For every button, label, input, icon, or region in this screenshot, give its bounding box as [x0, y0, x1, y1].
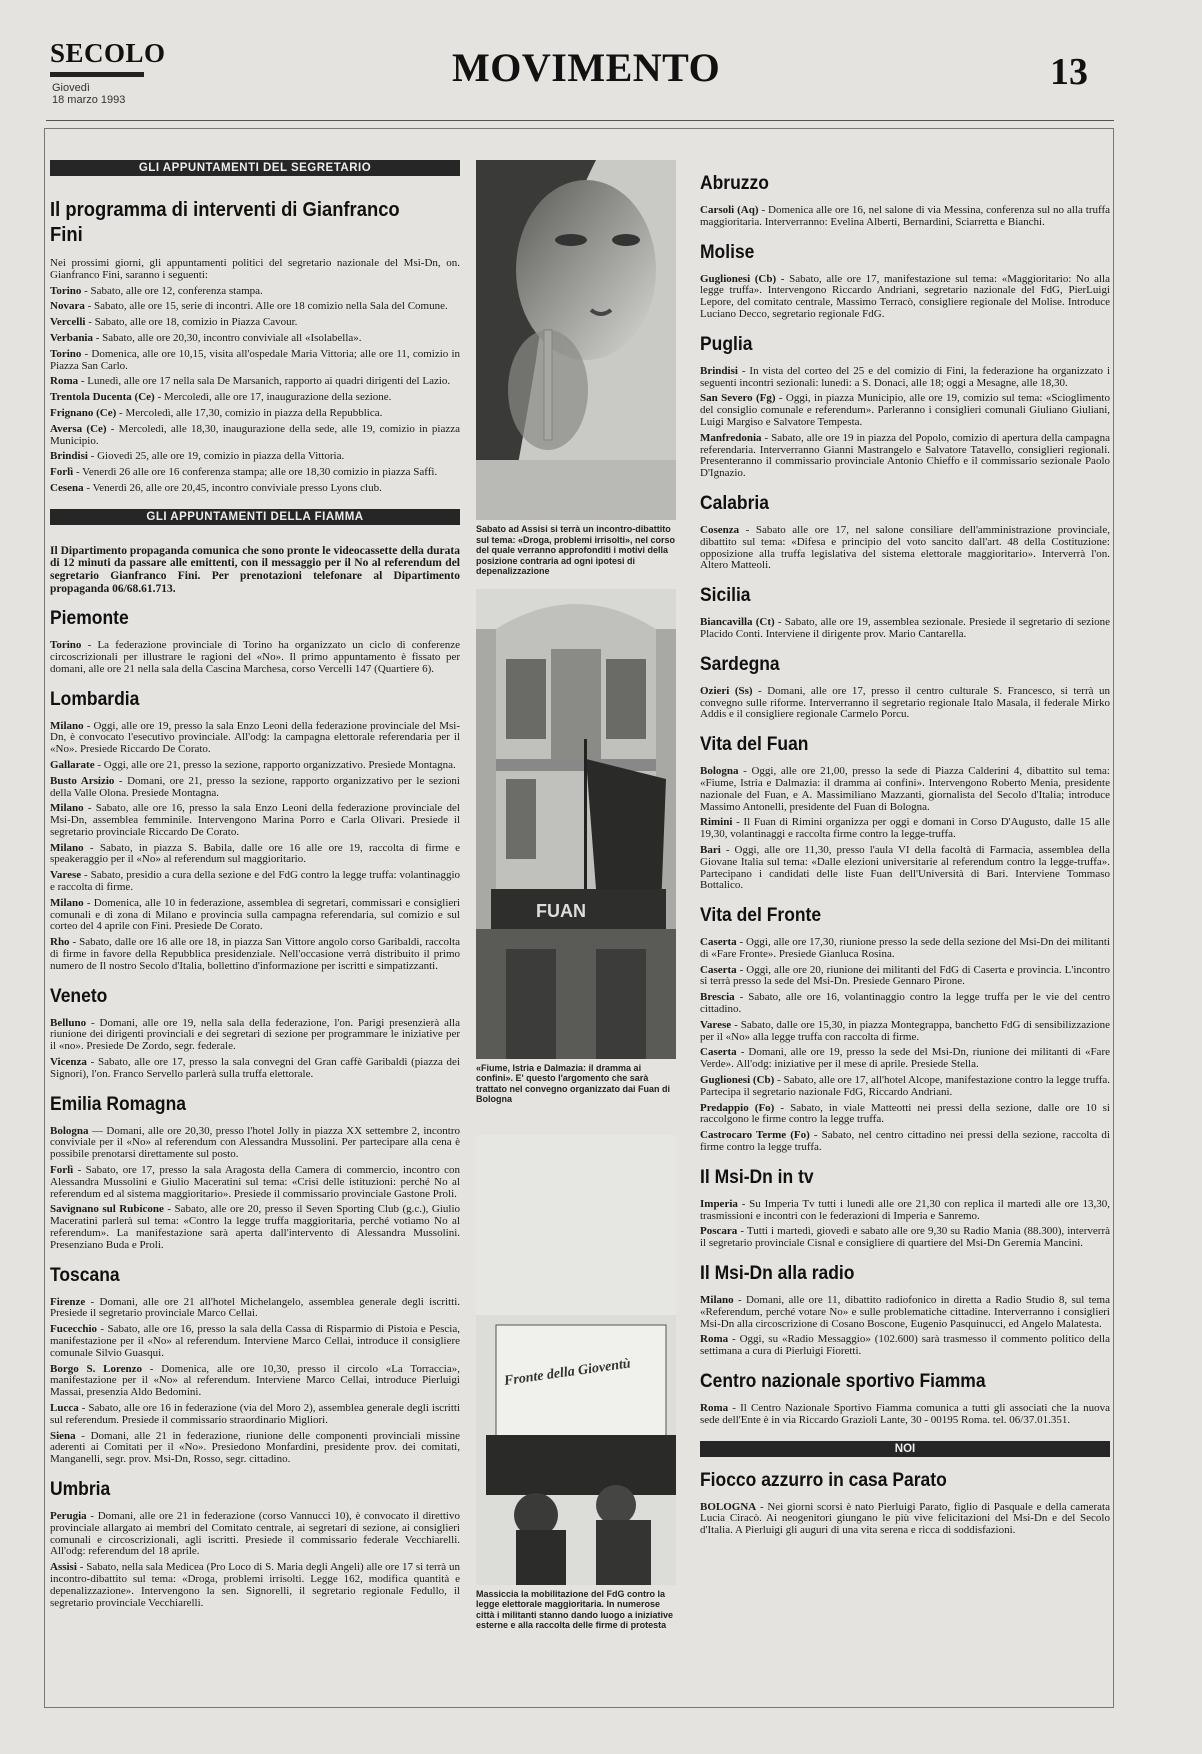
- left-regional-sections: [50, 607, 460, 1609]
- appointment-entry: [700, 1403, 1110, 1427]
- entry-text: - Domani, alle ore 19, nella sala della federazione, l'on. Parigi presenzierà alla riunione dei dirigenti provinciali e dei segretari di sezione per programmare le iniziative per il «no». Presiede De Zordo, segr. federale.: [50, 1016, 460, 1053]
- place-name: Milano: [50, 719, 84, 732]
- place-name: Lucca: [50, 1401, 79, 1414]
- place-name: Caserta: [700, 936, 737, 949]
- place-name: Forlì: [50, 466, 74, 479]
- place-name: Savignano sul Rubicone: [50, 1203, 164, 1216]
- masthead: [50, 32, 1100, 112]
- entry-text: - Sabato, alle ore 19 in piazza del Popolo, comizio di apertura della campagna referendaria. Interverranno Gianni Mastrangelo e Salvatore Tatavello, consiglieri regionali. Presenteranno il commissario provinciale Antonio Chieffo e il commissario sezionale Paolo D'Ignazio.: [700, 431, 1110, 480]
- appointment-entry: [50, 760, 460, 772]
- appointment-entry: [50, 843, 460, 867]
- right-column: [700, 160, 1110, 1541]
- entry-text: - Venerdì 26, alle ore 20,45, incontro conviviale presso Lyons club.: [83, 481, 382, 494]
- fini-appointment: [50, 467, 460, 479]
- entry-text: - Domenica, alle 10 in federazione, assemblea di segretari, commissari e consiglieri comunali e di zona di Milano e provincia sulla campagna referendaria, sul comizio e sul corteo del 4 aprile con Fini. Presiede De Corato.: [50, 896, 460, 933]
- appointment-entry: [700, 965, 1110, 989]
- photo-building-illustration: [476, 589, 676, 1059]
- entry-text: - Sabato, dalle ore 16 alle ore 18, in piazza San Vittore angolo corso Garibaldi, raccolta di firme in favore della Repubblica presidenziale. Nell'occasione verrà distribuito il primo numero de Il nostro Secolo d'Italia, bollettino d'informazione per iscritti e simpatizzanti.: [50, 936, 460, 972]
- place-name: Brindisi: [700, 364, 738, 377]
- appointment-entry: [50, 1057, 460, 1081]
- appointment-entry: [700, 845, 1110, 892]
- entry-text: - Sabato, alle ore 17, presso la sala convegni del Gran caffè Garibaldi (piazza dei Signori), l'on. Franco Servello parlerà sulla truffa elettorale.: [50, 1056, 460, 1080]
- appointment-entry: [700, 393, 1110, 428]
- region-heading: Umbria: [50, 1478, 111, 1500]
- region-heading: Vita del Fuan: [700, 734, 809, 756]
- entry-text: - Giovedì 25, alle ore 19, comizio in piazza della Vittoria.: [87, 450, 345, 463]
- place-name: Siena: [50, 1429, 76, 1442]
- left-column: [50, 160, 460, 1613]
- caption-assisi: Sabato ad Assisi si terrà un incontro-dibattito sul tema: «Droga, problemi irrisolti», nel corso del quale verranno approfonditi i motivi della posizione contraria ad ogni ipotesi di depenalizzazione: [476, 524, 676, 576]
- entry-text: - Oggi, alle ore 17,30, riunione presso la sede della sezione del Msi-Dn dei militanti di «Fare Fronte». Presiede Gianluca Rosina.: [700, 936, 1110, 960]
- issue-date: [52, 82, 125, 106]
- place-name: Milano: [50, 841, 84, 854]
- logo-underline: [50, 72, 144, 77]
- place-name: Guglionesi (Cb): [700, 272, 777, 285]
- appointment-entry: [700, 1295, 1110, 1330]
- appointment-entry: [700, 366, 1110, 390]
- place-name: Borgo S. Lorenzo: [50, 1362, 143, 1375]
- place-name: Trentola Ducenta (Ce): [50, 391, 155, 404]
- entry-text: - Domani, ore 21, presso la sezione, rapporto organizzativo per le sezioni della Valle Olona. Presiede Montagna.: [50, 774, 460, 799]
- place-name: Brindisi: [50, 450, 88, 463]
- appointment-entry: [50, 1511, 460, 1558]
- region-heading: Puglia: [700, 333, 753, 355]
- photo-girl-illustration: [476, 160, 676, 520]
- region-heading: Sicilia: [700, 585, 751, 607]
- appointment-entry: [700, 1047, 1110, 1071]
- entry-text: - Mercoledì, alle ore 17, inaugurazione della sezione.: [154, 391, 392, 404]
- entry-text: - Tutti i martedì, giovedì e sabato alle ore 9,30 su Radio Mania (88.300), interverrà il segretario provinciale Cisnal e consigliere di quartiere del Msi-Dn Geremia Mancini.: [700, 1225, 1110, 1250]
- appointment-entry: [700, 1075, 1110, 1099]
- place-name: Torino: [50, 284, 82, 297]
- place-name: Guglionesi (Cb): [700, 1074, 775, 1087]
- fini-appointment: [50, 286, 460, 298]
- fini-appointment: [50, 451, 460, 463]
- entry-text: - Sabato, alle ore 15, serie di incontri. Alle ore 18 comizio nella Sala del Comune.: [84, 300, 448, 313]
- entry-text: - Sabato, presidio a cura della sezione e del FdG contro la legge truffa: volantinaggio e raccolta di firme.: [50, 869, 460, 894]
- appointment-entry: [700, 992, 1110, 1016]
- entry-text: - Sabato, alle ore 16, presso la sala Enzo Leoni della federazione provinciale del Msi-Dn, assemblea femminile. Intervengono Marina Porro e Carla Olivari. Presiede il segretario provinciale Riccardo De Corato.: [50, 802, 460, 838]
- appointment-entry: [700, 433, 1110, 480]
- place-name: Perugia: [50, 1509, 87, 1522]
- appointment-entry: [50, 776, 460, 800]
- appointment-entry: [50, 1324, 460, 1359]
- appointment-entry: [700, 1020, 1110, 1044]
- entry-text: - Sabato, nel centro cittadino nei pressi della sezione, raccolta di firme contro la legge truffa.: [700, 1129, 1110, 1154]
- place-name: Torino: [50, 347, 82, 360]
- place-name: Torino: [50, 639, 82, 652]
- appointment-entry: [50, 1562, 460, 1609]
- place-name: Roma: [700, 1333, 729, 1346]
- place-name: Cesena: [50, 481, 84, 494]
- entry-text: - Sabato, dalle ore 15,30, in piazza Montegrappa, banchetto FdG di sensibilizzazione per il «No» alla legge truffa con raccolta di firme.: [700, 1018, 1110, 1043]
- appointment-entry: [700, 937, 1110, 961]
- photo-demonstration-illustration: [476, 1135, 676, 1585]
- place-name: Ozieri (Ss): [700, 684, 753, 697]
- region-heading: Il Msi-Dn alla radio: [700, 1263, 855, 1285]
- place-name: Firenze: [50, 1295, 86, 1308]
- fuan-sign-text: FUAN: [536, 900, 586, 921]
- place-name: Novara: [50, 300, 85, 313]
- page-number: 13: [1050, 51, 1088, 93]
- region-heading: Lombardia: [50, 688, 140, 710]
- region-heading: Sardegna: [700, 653, 780, 675]
- place-name: Bari: [700, 843, 721, 856]
- banner-segretario: GLI APPUNTAMENTI DEL SEGRETARIO: [50, 160, 460, 176]
- entry-text: - Oggi, alle ore 11,30, presso l'aula VI della facoltà di Farmacia, assemblea della Giovane Italia sul tema: «Dalle elezioni universitarie al referendum contro la legge-truffa». Partecipano i candidati delle liste Fuan dell'Università di Bari. Interviene Tommaso Bottalico.: [700, 843, 1110, 892]
- place-name: Forlì: [50, 1164, 74, 1177]
- place-name: Imperia: [700, 1197, 738, 1210]
- place-name: Assisi: [50, 1561, 77, 1574]
- entry-text: - Sabato, alle ore 17, manifestazione sul tema: «Maggioritario: No alla legge truffa». Intervengono Riccardo Andriani, segretario nazionale del FdG, PierLuigi Lepore, del comitato centrale, Massimo Terracò, consigliere regionale del Molise. Introduce Luciano Decco, segretario regionale FdG.: [700, 272, 1110, 320]
- place-name: San Severo (Fg): [700, 392, 776, 405]
- appointment-entry: [700, 1334, 1110, 1358]
- newspaper-logo: SECOLO: [50, 38, 166, 68]
- fini-intro: Nei prossimi giorni, gli appuntamenti politici del segretario nazionale del Msi-Dn, on. Gianfranco Fini, saranno i seguenti:: [50, 257, 460, 281]
- place-name: Varese: [50, 869, 82, 882]
- caption-fuan-bologna: «Fiume, Istria e Dalmazia: il dramma ai confini». E' questo l'argomento che sarà trattato nel convegno organizzato dai Fuan di Bologna: [476, 1062, 671, 1104]
- place-name: Caserta: [700, 963, 737, 976]
- place-name: Roma: [700, 1402, 729, 1415]
- section-title: MOVIMENTO: [452, 45, 721, 90]
- region-heading: Centro nazionale sportivo Fiamma: [700, 1371, 986, 1393]
- entry-text: - Lunedì, alle ore 17 nella sala De Marsanich, rapporto ai quadri dirigenti del Lazio.: [78, 375, 451, 388]
- entry-text: - Sabato, in viale Matteotti nei pressi della sezione, dalle ore 10 si raccolgono le firme contro la legge truffa.: [700, 1101, 1110, 1126]
- caption-fdg-mobilitazione: Massiccia la mobilitazione del FdG contro la legge elettorale maggioritaria. In numerose città i militanti stanno dando luogo a iniziative esterne e alla raccolta delle firme di protesta: [476, 1588, 674, 1630]
- appointment-entry: [50, 1126, 460, 1161]
- entry-text: - Venerdì 26 alle ore 16 conferenza stampa; alle ore 18,30 comizio in piazza Saffi.: [73, 466, 438, 479]
- entry-text: - Il Centro Nazionale Sportivo Fiamma comunica a tutti gli associati che la nuova sede dell'Ente è in via Riccardo Grazioli Lante, 30 - 00195 Roma. tel. 06/37.01.351.: [700, 1402, 1110, 1426]
- place-name: Predappio (Fo): [700, 1101, 775, 1114]
- entry-text: - Sabato, alle ore 20,30, incontro conviviale all «Isolabella».: [93, 331, 362, 344]
- place-name: Cosenza: [700, 523, 740, 536]
- date-full: 18 marzo 1993: [52, 94, 126, 106]
- appointment-entry: [700, 1130, 1110, 1154]
- banner-noi: NOI: [700, 1441, 1110, 1457]
- noi-title: Fiocco azzurro in casa Parato: [700, 1469, 947, 1491]
- entry-text: - Sabato, alle ore 16, volantinaggio contro la legge truffa per le vie del centro cittadino.: [700, 991, 1110, 1016]
- entry-text: - Domani, alle ore 21 all'hotel Michelangelo, assemblea generale degli iscritti. Presiede il segretario provinciale Marco Cellai.: [50, 1295, 460, 1320]
- region-heading: Piemonte: [50, 608, 129, 630]
- entry-text: - Il Fuan di Rimini organizza per oggi e domani in Corso D'Augusto, dalle 15 alle 19,30, volantinaggi e raccolta firme contro la legge-truffa.: [700, 816, 1110, 841]
- appointment-entry: [700, 274, 1110, 321]
- entry-text: - Domenica, alle ore 10,15, visita all'ospedale Maria Vittoria; alle ore 11, comizio in Piazza San Carlo.: [50, 347, 460, 372]
- entry-text: - Nei giorni scorsi è nato Pierluigi Parato, figlio di Pasquale e della camerata Lucia Ciracò. Ai neogenitori giungano le più vive felicitazioni del Msi-Dn e del Secolo d'Italia. A Pierluigi gli auguri di una vita serena e ricca di soddisfazioni.: [700, 1500, 1110, 1537]
- entry-text: - Sabato, in piazza S. Babila, dalle ore 16 alle ore 19, raccolta di firme e speakeraggio per il «No» al referendum sul maggioritario.: [50, 841, 460, 866]
- appointment-entry: [50, 1165, 460, 1200]
- appointment-entry: [50, 1364, 460, 1399]
- appointment-entry: [50, 1297, 460, 1321]
- entry-text: - In vista del corteo del 25 e del comizio di Fini, la federazione ha organizzato i seguenti incontri sezionali: lunedì: a S. Donaci, alle 18; oggi a Mesagne, alle 18,30.: [700, 364, 1110, 389]
- place-name: Roma: [50, 375, 79, 388]
- place-name: Bologna: [50, 1124, 89, 1137]
- appointment-entry: [700, 817, 1110, 841]
- appointment-entry: [50, 1018, 460, 1053]
- entry-text: - Domenica, alle ore 10,30, presso il circolo «La Torraccia», manifestazione per il «No» al referendum. Interviene Marco Cellai, introduce Pierluigi Massai, presenzia Aldo Bedomini.: [50, 1362, 460, 1399]
- noi-notice: [700, 1502, 1110, 1537]
- right-regional-sections: [700, 172, 1110, 1427]
- appointment-entry: [700, 1226, 1110, 1250]
- entry-text: - Sabato, alle ore 16, presso la sala della Cassa di Risparmio di Pistoia e Pescia, manifestazione per il «No» al referendum. Interviene Marco Cellai, introduce il consigliere comunale Silvio Guasqui.: [50, 1323, 460, 1359]
- appointment-entry: [50, 1204, 460, 1251]
- banner-fiamma: GLI APPUNTAMENTI DELLA FIAMMA: [50, 509, 460, 525]
- fini-appointment: [50, 301, 460, 313]
- place-name: Poscara: [700, 1225, 738, 1238]
- entry-text: - Sabato, alle ore 16 in federazione (via del Moro 2), assemblea generale degli iscritti sul referendum. Presiede il commissario straordinario Migliori.: [50, 1401, 460, 1426]
- place-name: Biancavilla (Ct): [700, 616, 775, 629]
- entry-text: - Mercoledì, alle 17,30, comizio in piazza della Repubblica.: [116, 406, 383, 419]
- appointment-entry: [700, 686, 1110, 721]
- fini-appointments: [50, 286, 460, 495]
- appointment-entry: [700, 205, 1110, 229]
- place-name: Aversa (Ce): [50, 422, 107, 435]
- entry-text: - La federazione provinciale di Torino ha organizzato un ciclo di conferenze circoscrizionali per illustrare le ragioni del «No». Il primo appuntamento è fissato per domani, alle ore 21 nella sala della Cascina Marchesa, corso Vercelli 147 (Quartiere 6).: [50, 639, 460, 675]
- photo-building-flag: [476, 589, 676, 1059]
- entry-text: - Oggi, alle ore 21,00, presso la sede di Piazza Calderini 4, dibattito sul tema: «Fiume, Istria e Dalmazia: il dramma ai confini». Intervengono Roberto Menia, presidente nazionale del Fuan, e A. Massimiliano Mazzanti, giornalista del Secolo d'Italia; introduce Massimo Antonelli, presidente del Fuan di Bologna.: [700, 765, 1110, 813]
- place-name: Rho: [50, 936, 70, 949]
- entry-text: - Domani, alle ore 11, dibattito radiofonico in diretta a Radio Studio 8, sul tema «Referendum, perché votare No» e sulle problematiche cittadine. Interverranno i consiglieri Msi-Dn alla circoscrizione di Cosano Boscone, Eugenio Pasquinucci, ed Angelo Malatesta.: [700, 1294, 1110, 1330]
- entry-text: - Sabato, alle ore 17, all'hotel Alcope, manifestazione contro la legge truffa. Partecipa il segretario nazionale FdG, Riccardo Andriani.: [700, 1074, 1110, 1098]
- fini-programme-title: Il programma di interventi di Gianfranco Fini: [50, 199, 400, 246]
- appointment-entry: [700, 1103, 1110, 1127]
- fini-appointment: [50, 408, 460, 420]
- fini-appointment: [50, 333, 460, 345]
- fini-appointment: [50, 483, 460, 495]
- region-heading: Vita del Fronte: [700, 905, 822, 927]
- fini-appointment: [50, 376, 460, 388]
- appointment-entry: [50, 803, 460, 838]
- appointment-entry: [50, 870, 460, 894]
- header-rule: [46, 120, 1114, 121]
- entry-text: — Domani, alle ore 20,30, presso l'hotel Jolly in piazza XX settembre 2, incontro conviviale per il «No» al referendum con Alessandra Mussolini. Per partecipare alla cena è possibile prenotarsi direttamente sul posto.: [50, 1124, 460, 1161]
- entry-text: - Domani, alle 21 in federazione, riunione delle componenti provinciali missine aderenti ai Comitati per il «No». Presiedono Monfardini, presidente prov. dei comitati, Manganelli, segr. prov. Msi-Dn, Rosso, segr. cittadino.: [50, 1429, 460, 1466]
- fini-appointment: [50, 317, 460, 329]
- appointment-entry: [50, 721, 460, 756]
- appointment-entry: [50, 937, 460, 972]
- appointment-entry: [700, 766, 1110, 813]
- place-name: Gallarate: [50, 758, 95, 771]
- appointment-entry: [50, 1403, 460, 1427]
- region-heading: Abruzzo: [700, 173, 769, 194]
- appointment-entry: [50, 1431, 460, 1466]
- entry-text: - Oggi, alle ore 19, presso la sala Enzo Leoni della federazione provinciale del Msi-Dn, è convocato l'esecutivo provinciale. All'odg: la campagna elettorale referendaria per il «No». Presiede Riccardo De Corato.: [50, 719, 460, 756]
- place-name: Rimini: [700, 816, 733, 829]
- appointment-entry: [700, 617, 1110, 641]
- noi-notices: [700, 1502, 1110, 1537]
- region-heading: Veneto: [50, 985, 108, 1007]
- photo-girl-smoking: [476, 160, 676, 520]
- place-name: Verbania: [50, 331, 93, 344]
- place-name: Milano: [50, 896, 84, 909]
- entry-text: - Domani, alle ore 17, presso il centro culturale S. Francesco, si terrà un convegno sulle riforme. Interverranno il segretario regionale Italo Masala, il federale Mirko Addis e il consigliere regionale Carmelo Porcu.: [700, 684, 1110, 721]
- place-name: Manfredonia: [700, 431, 762, 444]
- fini-appointment: [50, 392, 460, 404]
- entry-text: - Sabato, alle ore 20, presso il Seven Sporting Club (g.c.), Giulio Maceratini parlerà sul tema: «Contro la legge truffa maggioritaria, perché votiamo No al referendum». La manifestazione sarà aperta dall'intervento di Alessandra Mussolini. Presenziano Buda e Proli.: [50, 1203, 461, 1251]
- place-name: Varese: [700, 1018, 732, 1031]
- place-name: Vicenza: [50, 1056, 87, 1069]
- region-heading: Emilia Romagna: [50, 1093, 187, 1115]
- fini-appointment: [50, 424, 460, 448]
- region-heading: Molise: [700, 241, 755, 263]
- entry-text: - Oggi, alle ore 20, riunione dei militanti del FdG di Caserta e provincia. L'incontro si terrà presso la sede del Msi-Dn. Presiede Gennaro Pirone.: [700, 963, 1110, 988]
- entry-text: - Sabato, alle ore 19, assemblea sezionale. Presiede il segretario di sezione Placido Conti. Interviene il dirigente prov. Mario Cantarella.: [700, 616, 1111, 640]
- demonstration-banner-text: Fronte della Gioventù: [503, 1355, 632, 1389]
- place-name: BOLOGNA: [700, 1500, 757, 1513]
- entry-text: - Oggi, in piazza Municipio, alle ore 19, comizio sul tema: «Scioglimento del consiglio comunale e referendum». Parleranno i consiglieri comunali Giuliano Giuliani, Luigi Margiso e Salvatore Tempesta.: [700, 392, 1110, 428]
- place-name: Caserta: [700, 1046, 737, 1059]
- place-name: Busto Arsizio: [50, 774, 115, 787]
- appointment-entry: [700, 525, 1110, 572]
- photo-fdg-demonstration: [476, 1135, 676, 1585]
- entry-text: - Oggi, su «Radio Messaggio» (102.600) sarà trasmesso il commento politico della settimana a cura di Pierluigi Fioretti.: [700, 1333, 1110, 1358]
- entry-text: - Sabato alle ore 17, nel salone consiliare dell'amministrazione provinciale, dibattito sul tema: «Difesa e principio del voto sancito dall'art. 48 della Costituzione: opposizione alla truffa legislativa del sistema elettorale maggioritario». Interverrà l'on. Altero Matteoli.: [700, 523, 1110, 572]
- fini-appointment: [50, 349, 460, 373]
- entry-text: - Sabato, nella sala Medicea (Pro Loco di S. Maria degli Angeli) alle ore 17 si terrà un incontro-dibattito sul tema: «Droga, problemi irrisolti. Legge 162, modifica quantità e depenalizzazione». Intervengono la sen. Signorelli, il segretario regionale Fedullo, il segretario provinciale Vecchiarelli.: [50, 1561, 460, 1609]
- appointment-entry: [700, 1199, 1110, 1223]
- entry-text: - Mercoledì, alle 18,30, inaugurazione della sede, alle 19, comizio in piazza Municipio.: [50, 422, 461, 447]
- region-heading: Calabria: [700, 492, 769, 514]
- place-name: Vercelli: [50, 316, 86, 329]
- entry-text: - Su Imperia Tv tutti i lunedì alle ore 21,30 con replica il martedì alle ore 13,30, trasmissioni e incontri con le federazioni di Imperia e Sanremo.: [700, 1197, 1110, 1222]
- date-day: Giovedì: [52, 82, 90, 94]
- region-heading: Il Msi-Dn in tv: [700, 1166, 814, 1188]
- entry-text: - Sabato, ore 17, presso la sala Aragosta della Camera di commercio, incontro con Alessandra Mussolini e Giulio Maceratini sul tema: «Crisi delle istituzioni: perché No al referendum ed al sistema maggioritario». Presiede il commissario provinciale Gastone Proli.: [50, 1164, 460, 1200]
- place-name: Brescia: [700, 991, 735, 1004]
- place-name: Fucecchio: [50, 1323, 98, 1336]
- entry-text: - Sabato, alle ore 18, comizio in Piazza Cavour.: [85, 316, 298, 329]
- place-name: Carsoli (Aq): [700, 204, 759, 216]
- entry-text: - Domani, alle ore 21 in federazione (corso Vannucci 10), è convocato il direttivo provinciale allargato ai membri del Comitato centrale, ai segretari di sezione, ai consiglieri comunali e circoscrizionali, agli iscritti. Presiede il commissario federale Vecchiarelli. All'odg: referendum del 18 aprile.: [50, 1509, 460, 1558]
- middle-column: [476, 160, 676, 1643]
- entry-text: - Oggi, alle ore 21, presso la sezione, rapporto organizzativo. Presiede Montagna.: [94, 758, 456, 771]
- place-name: Bologna: [700, 765, 739, 778]
- place-name: Milano: [700, 1294, 734, 1307]
- entry-text: - Sabato, alle ore 12, conferenza stampa.: [81, 284, 263, 297]
- entry-text: - Domenica alle ore 16, nel salone di via Messina, conferenza sul no alla truffa maggioritaria. Interverranno: Evelina Alberti, Bernardini, Sciarretta e Bianchi.: [700, 204, 1110, 228]
- propaganda-announcement: Il Dipartimento propaganda comunica che sono pronte le videocassette della durata di 12 minuti da passare alle emittenti, con il messaggio per il No al referendum del segretario Gianfranco Fini. Per prenotazioni telefonare al Dipartimento propaganda 06/68.61.713.: [50, 544, 460, 595]
- place-name: Belluno: [50, 1016, 87, 1029]
- appointment-entry: [50, 898, 460, 933]
- place-name: Frignano (Ce): [50, 406, 117, 419]
- region-heading: Toscana: [50, 1264, 120, 1286]
- appointment-entry: [50, 640, 460, 675]
- place-name: Castrocaro Terme (Fo): [700, 1129, 810, 1142]
- place-name: Milano: [50, 802, 84, 815]
- entry-text: - Domani, alle ore 19, presso la sede del Msi-Dn, riunione dei militanti di «Fare Verde». All'odg: iniziative per il mese di aprile. Presiede Stella.: [700, 1046, 1110, 1071]
